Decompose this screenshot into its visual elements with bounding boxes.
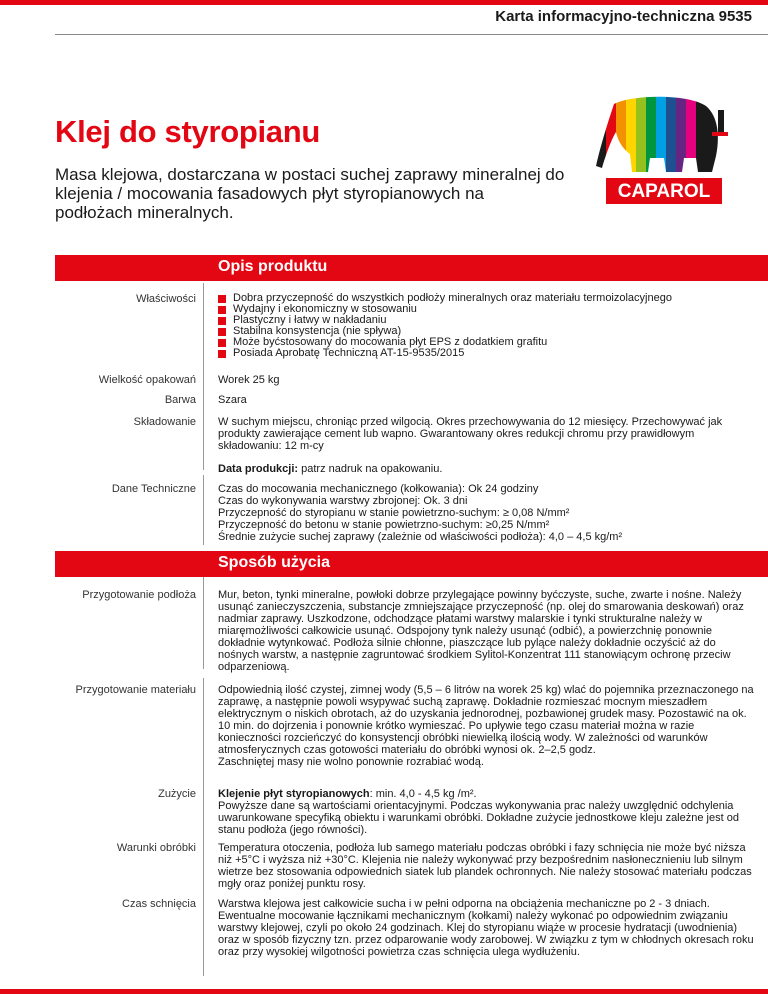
value-opakowania: Worek 25 kg xyxy=(218,374,280,386)
section-bar-opis xyxy=(55,255,768,281)
bottom-accent-rule xyxy=(0,989,768,994)
label-skladowanie: Składowanie xyxy=(133,416,196,428)
tech-line: Przyczepność do styropianu w stanie powietrzno-suchym: ≥ 0,08 N/mm² xyxy=(218,507,570,519)
label-zuzycie: Zużycie xyxy=(158,788,196,800)
production-date-value: patrz nadruk na opakowaniu. xyxy=(298,463,443,475)
section-title-opis: Opis produktu xyxy=(218,258,328,275)
production-date-line xyxy=(218,463,755,475)
row-wlasciwosci xyxy=(55,293,768,369)
label-schniecie: Czas schnięcia xyxy=(122,898,196,910)
row-divider xyxy=(203,283,204,373)
header-divider xyxy=(55,34,768,35)
section-title-sposob: Sposób użycia xyxy=(218,554,331,571)
zuzycie-text: Powyższe dane są wartościami orientacyjnymi. Podczas wykonywania prac należy uwzględnić odchylenia uwarunkowane specyfiką obiektu i warunkami obróbki. Dokładne zużycie jednostkowe kleju zależne jest od stanu podłoża (jego równości). xyxy=(218,800,739,836)
list-item: Może byćstosowany do mocowania płyt EPS z dodatkiem grafitu xyxy=(218,337,755,348)
row-divider xyxy=(203,892,204,976)
label-material: Przygotowanie materiału xyxy=(75,684,196,696)
row-divider xyxy=(203,390,204,414)
product-title: Klej do styropianu xyxy=(55,114,321,149)
value-schniecie: Warstwa klejowa jest całkowicie sucha i w pełni odporna na obciążenia mechaniczne po 2 - 3 dniach. Ewentualne mocowanie łącznikami mechanicznym (kołkami) należy wykonać po odpowiednim związaniu warstwy klejowej, czyli po około 24 godzinach. Klej do styropianu wiąże w procesie hydratacji (uwodnienia) oraz w sposób fizyczny tzn. przez odparowanie wody zarobowej. W związku z tym w chłodnych okresach roku oraz przy wysokiej wilgotności powietrza czas schnięcia ulega wydłużeniu. xyxy=(218,898,754,958)
list-item: Stabilna konsystencja (nie spływa) xyxy=(218,326,755,337)
value-podloze: Mur, beton, tynki mineralne, powłoki dobrze przylegające powinny byćczyste, suche, zwarte i nośne. Należy usunąć zanieczyszczenia, substancje zmniejszające przyczepność (np. olej do smarowania deskowań) oraz nadmiar zaprawy. Uszkodzone, odchodzące płatami warstwy malarskie i tynki strukturalne należy w miaręmożliwości całkowicie usunąć. Odspojony tynk należy usunąć (odbić), a powierzchnię ponownie dokładnie wytynkować. Podłoża silnie chłonne, piaszczące lub pylące należy dokładnie oczyścić aż do nośnych warstw, a następnie zagruntować środkiem Sylitol-Konzentrat 111 stanowiącym ochronę przeciw odparzeniową. xyxy=(218,589,744,673)
properties-list xyxy=(218,293,755,359)
zuzycie-rate: : min. 4,0 - 4,5 kg /m². xyxy=(369,788,477,800)
material-text: Odpowiednią ilość czystej, zimnej wody (5,5 – 6 litrów na worek 25 kg) wlać do pojemnika przeznaczonego na zaprawę, a następnie powoli wsypywać suchą zaprawę. Dokładnie rozmieszać mocnym mieszadłem elektrycznym o niskich obrotach, aż do uzyskania jednorodnej, pozbawionej grudek masy. Pozostawić na ok. 10 min. do dojrzenia i ponownie krótko wymieszać. Po upływie tego czasu materiał można w razie konieczności rozcieńczyć do konsystencji obróbki niewielką ilością wody. W zależności od warunków atmosferycznych czas gotowości materiału do obróbki wynosi ok. 2–2,5 godz. xyxy=(218,684,754,756)
label-barwa: Barwa xyxy=(164,394,196,406)
value-dane xyxy=(218,483,755,543)
elephant-icon xyxy=(594,92,720,182)
row-divider xyxy=(203,678,204,786)
value-zuzycie xyxy=(218,788,755,836)
tech-line: Średnie zużycie suchej zaprawy (zależnie od właściwości podłoża): 4,0 – 4,5 kg/m² xyxy=(218,531,623,543)
row-divider xyxy=(203,412,204,470)
row-divider xyxy=(203,577,204,669)
zuzycie-headline xyxy=(218,788,755,800)
label-podloze: Przygotowanie podłoża xyxy=(82,589,196,601)
skladowanie-text: W suchym miejscu, chroniąc przed wilgocią. Okres przechowywania do 12 miesięcy. Przechowywać jak produkty zawierające cement lub wapno. Gwarantowany okres redukcji chromu przy prawidłowym składowaniu: 12 m-cy xyxy=(218,416,723,452)
value-material xyxy=(218,684,755,768)
caparol-logo xyxy=(594,92,734,208)
tech-line: Przyczepność do betonu w stanie powietrzno-suchym: ≥0,25 N/mm² xyxy=(218,519,550,531)
tech-line: Czas do mocowania mechanicznego (kołkowania): Ok 24 godziny xyxy=(218,483,539,495)
list-item: Posiada Aprobatę Techniczną AT-15-9535/2015 xyxy=(218,348,755,359)
row-divider xyxy=(203,836,204,898)
product-subtitle: Masa klejowa, dostarczana w postaci suchej zaprawy mineralnej do klejenia / mocowania fasadowych płyt styropianowych na podłożach mineralnych. xyxy=(55,165,565,222)
material-note: Zaschniętej masy nie wolno ponownie rozrabiać wodą. xyxy=(218,756,484,768)
section-bar-sposob xyxy=(55,551,768,577)
label-dane: Dane Techniczne xyxy=(111,483,196,495)
top-accent-rule xyxy=(0,0,768,5)
label-wlasciwosci: Właściwości xyxy=(136,293,196,305)
svg-text:CAPAROL: CAPAROL xyxy=(617,181,711,202)
row-divider xyxy=(203,475,204,545)
zuzycie-bold: Klejenie płyt styropianowych xyxy=(218,788,370,800)
value-skladowanie xyxy=(218,416,755,475)
production-date-label: Data produkcji: xyxy=(218,463,299,475)
list-item: Plastyczny i łatwy w nakładaniu xyxy=(218,315,755,326)
value-warunki: Temperatura otoczenia, podłoża lub samego materiału podczas obróbki i fazy schnięcia nie może być niższa niż +5°C i wyższa niż +30°C. Klejenia nie należy wykonywać przy bezpośrednim nasłonecznieniu lub silnym wietrze bez stosowania odpowiednich siatek lub plandek ochronnych. Nie należy stosować materiału podczas mgły oraz poniżej punktu rosy. xyxy=(218,842,752,890)
list-item: Dobra przyczepność do wszystkich podłoży mineralnych oraz materiału termoizolacyjnego xyxy=(218,293,755,304)
list-item: Wydajny i ekonomiczny w stosowaniu xyxy=(218,304,755,315)
document-header: Karta informacyjno-techniczna 9535 xyxy=(495,8,752,25)
value-barwa: Szara xyxy=(218,394,247,406)
tech-line: Czas do wykonywania warstwy zbrojonej: Ok. 3 dni xyxy=(218,495,468,507)
row-divider xyxy=(203,782,204,840)
label-warunki: Warunki obróbki xyxy=(116,842,196,854)
label-opakowania: Wielkość opakowań xyxy=(98,374,196,386)
